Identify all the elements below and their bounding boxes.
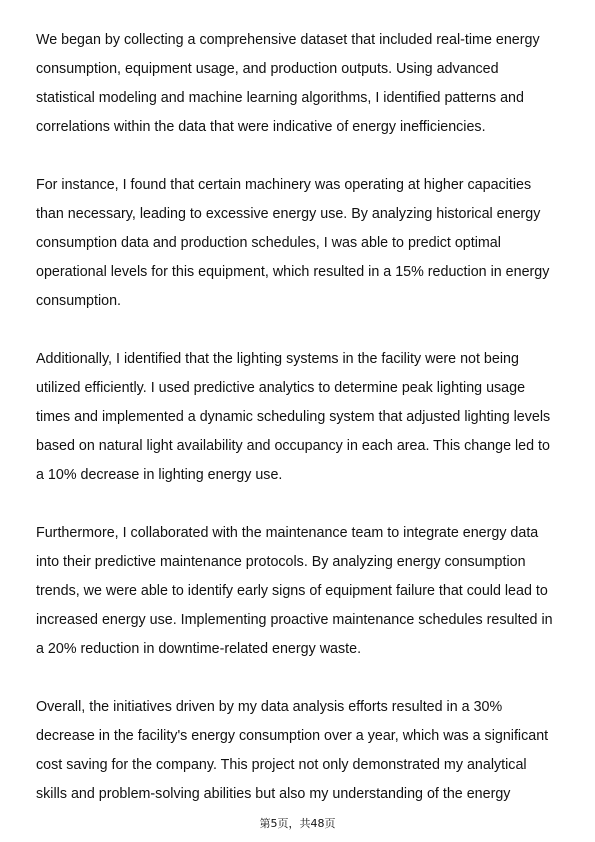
text-line: statistical modeling and machine learning algorithms, I identified patterns and bbox=[36, 90, 524, 106]
text-line: We began by collecting a comprehensive dataset that included real-time energy bbox=[36, 32, 540, 48]
paragraph-data-collection bbox=[36, 26, 566, 142]
paragraph-lighting bbox=[36, 345, 566, 490]
text-line: consumption. bbox=[36, 293, 122, 309]
text-line: consumption, equipment usage, and production outputs. Using advanced bbox=[36, 61, 499, 77]
paragraph-machinery bbox=[36, 171, 566, 316]
text-line: times and implemented a dynamic scheduling system that adjusted lighting levels bbox=[36, 409, 551, 425]
text-line: into their predictive maintenance protocols. By analyzing energy consumption bbox=[36, 554, 526, 570]
text-line: decrease in the facility's energy consumption over a year, which was a significant bbox=[36, 728, 549, 744]
text-line: operational levels for this equipment, which resulted in a 15% reduction in energy bbox=[36, 264, 550, 280]
text-line: correlations within the data that were indicative of energy inefficiencies. bbox=[36, 119, 486, 135]
text-line: a 20% reduction in downtime-related energy waste. bbox=[36, 641, 362, 657]
text-line: trends, we were able to identify early signs of equipment failure that could lead to bbox=[36, 583, 548, 599]
text-line: Furthermore, I collaborated with the maintenance team to integrate energy data bbox=[36, 525, 539, 541]
text-line: based on natural light availability and occupancy in each area. This change led to bbox=[36, 438, 550, 454]
text-line: utilized efficiently. I used predictive analytics to determine peak lighting usage bbox=[36, 380, 526, 396]
text-line: a 10% decrease in lighting energy use. bbox=[36, 467, 283, 483]
paragraph-maintenance bbox=[36, 519, 566, 664]
paragraph-overall bbox=[36, 693, 566, 809]
text-line: cost saving for the company. This project not only demonstrated my analytical bbox=[36, 757, 527, 773]
text-line: Overall, the initiatives driven by my data analysis efforts resulted in a 30% bbox=[36, 699, 503, 715]
document-body bbox=[36, 26, 566, 838]
text-line: than necessary, leading to excessive energy use. By analyzing historical energy bbox=[36, 206, 541, 222]
text-line: skills and problem-solving abilities but also my understanding of the energy bbox=[36, 786, 511, 802]
page-number-footer: 第5页，共48页 bbox=[259, 817, 336, 830]
text-line: consumption data and production schedules, I was able to predict optimal bbox=[36, 235, 501, 251]
text-line: increased energy use. Implementing proactive maintenance schedules resulted in bbox=[36, 612, 553, 628]
text-line: Additionally, I identified that the lighting systems in the facility were not being bbox=[36, 351, 519, 367]
text-line: For instance, I found that certain machinery was operating at higher capacities bbox=[36, 177, 532, 193]
